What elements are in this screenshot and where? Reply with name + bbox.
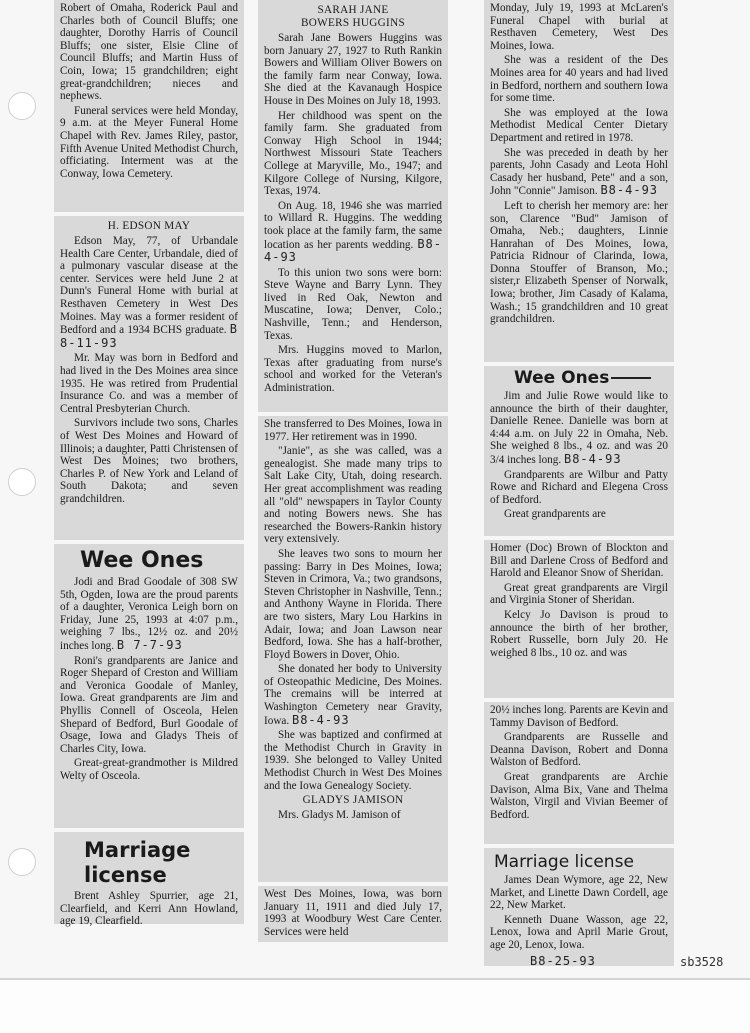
obituary-text: Mrs. Huggins moved to Marlon, Texas after graduating from nurse's school and worked for the Veteran's Administration. bbox=[264, 344, 442, 395]
page-number: sb3528 bbox=[680, 955, 724, 969]
handwritten-date: B8-4-93 bbox=[291, 712, 350, 727]
obituary-text: Mrs. Gladys M. Jamison of bbox=[278, 809, 401, 822]
handwritten-date: B8-4-93 bbox=[264, 236, 443, 265]
obituary-text: Survivors include two sons, Charles of West Des Moines and Howard of Illinois; a daughter, Patti Christensen of West Des Moines; two brothers, Charles P. of New York and Leland of South Dakota; and seven grandchildren. bbox=[60, 417, 238, 505]
wee-ones-heading: Wee Ones bbox=[514, 368, 668, 388]
obituary-text: She was employed at the Iowa Methodist Medical Center Dietary Department and retired in 1978. bbox=[490, 106, 668, 144]
birth-announcement-text: Jodi and Brad Goodale of 308 SW 5th, Ogden, Iowa are the proud parents of a daughter, Veronica Leigh born on Friday, June 25, 1993 at 4:07 p.m., weighing 7 lbs., 12½ oz. and 20½ inches long. B 7-7-93 bbox=[60, 576, 238, 652]
marriage-license-text: Brent Ashley Spurrier, age 21, Clearfield, and Kerri Ann Howland, age 19, Clearfield. bbox=[60, 890, 238, 928]
huggins-obituary-continued bbox=[258, 416, 448, 882]
obituary-text: To this union two sons were born: Steve Wayne and Barry Lynn. They lived in Red Oak, Newton and Muscatine, Iowa; Denver, Colo.; Nashville, Tenn.; and Henderson, Texas. bbox=[264, 266, 442, 342]
obituary-text: Edson May, 77, of Urbandale Health Care Center, Urbandale, died of a pulmonary vascular disease at the center. Services were held June 2 at Dunn's Funeral Home with burial at Resthaven Cemetery in West Des Moines. May was a former resident of Bedford and a 1934 BCHS graduate. B 8-11-93 bbox=[60, 235, 239, 350]
may-obituary-clipping bbox=[54, 216, 244, 540]
obituary-text: She was preceded in death by her parents, John Casady and Leota Hohl Casady her husband, Pete" and a son, John "Connie" Jamison. B8-4-93 bbox=[490, 146, 668, 198]
handwritten-date: B8-4-93 bbox=[600, 183, 659, 198]
obituary-text: She was baptized and confirmed at the Methodist Church in Gravity in 1939. She belonged to Valley United Methodist Church in West Des Moines and the Iowa Genealogy Society. bbox=[264, 729, 442, 792]
jamison-obituary-continued bbox=[484, 0, 674, 362]
handwritten-date: B 7-7-93 bbox=[116, 637, 183, 652]
birth-announcement-text: Homer (Doc) Brown of Blockton and Bill and Darlene Cross of Bedford and Harold and Eleanor Snow of Sheridan. bbox=[490, 542, 668, 580]
jamison-obituary-clipping bbox=[258, 886, 448, 942]
binder-hole bbox=[8, 468, 36, 496]
column-right bbox=[484, 0, 674, 970]
birth-announcement-text: Jim and Julie Rowe would like to announce the birth of their daughter, Danielle Renee. Danielle was born at 4:44 a.m. on July 22 in Omaha, Neb. She weighed 8 lbs., 4 oz. and was 20 3/4 inches long. B8-4-93 bbox=[490, 390, 668, 466]
birth-announcement-text: Kelcy Jo Davison is proud to announce the birth of her brother, Robert Russelle, born July 20. He weighed 8 lbs., 10 oz. and was bbox=[490, 608, 668, 659]
birth-announcement-text: Grandparents are Wilbur and Patty Rowe and Richard and Elegena Cross of Bedford. bbox=[490, 468, 668, 506]
handwritten-date: B 8-11-93 bbox=[60, 322, 239, 350]
marriage-license-clipping bbox=[484, 848, 674, 966]
birth-announcement-text: Roni's grandparents are Janice and Roger Shepard of Creston and William and Veronica Goodale of Manley, Iowa. Great grandparents are Jim and Phyllis Connell of Osceola, Helen Shepard of Bedford, Burl Goodale of Osage, Iowa and Gladys Theis of Charles City, Iowa. bbox=[60, 654, 238, 755]
wee-ones-heading: Wee Ones bbox=[80, 548, 204, 573]
birth-announcement-text: Great grandparents are Archie Davison, Alma Bix, Vane and Thelma Walston, Virgil and Vivian Beemer of Bedford. bbox=[490, 770, 668, 821]
obituary-text: Her childhood was spent on the family farm. She graduated from Conway High School in 1944; Northwest Missouri State Teachers College at Maryville, Mo., 1947; and Kilgore College of Nursing, Kilgore, Texas, 1974. bbox=[264, 109, 442, 198]
wee-ones-continued bbox=[484, 540, 674, 698]
marriage-license-heading: Marriage license bbox=[84, 838, 191, 887]
birth-announcement-text: Great great grandparents are Virgil and Virginia Stoner of Sheridan. bbox=[490, 581, 668, 607]
column-middle bbox=[258, 0, 448, 946]
obituary-text: Mr. May was born in Bedford and had lived in the Des Moines area since 1935. He was retired from Prudential Insurance Co. and was a member of Central Presbyterian Church. bbox=[60, 352, 238, 415]
binder-hole bbox=[8, 92, 36, 120]
obituary-heading: GLADYS JAMISON bbox=[302, 794, 404, 807]
obituary-heading: H. EDSON MAY bbox=[107, 220, 191, 232]
obituary-text: Sarah Jane Bowers Huggins was born January 27, 1927 to Ruth Rankin Bowers and William Oliver Bowers on the family farm near Conway, Iowa. She died at the Kavanaugh Hospice House in Des Moines on July 18, 1993. bbox=[264, 32, 442, 107]
obituary-text: On Aug. 18, 1946 she was married to Willard R. Huggins. The wedding took place at the family farm, the same location as her parents wedding. B8-4-93 bbox=[264, 199, 443, 265]
handwritten-date: B8-4-93 bbox=[563, 451, 622, 466]
wee-ones-clipping bbox=[484, 366, 674, 536]
obituary-text: She leaves two sons to mourn her passing: Barry in Des Moines, Iowa; Steven in Crimora, Va.; two grandsons, Steven Christopher in Nashville, Tenn.; and Anthony Wayne in Florida. There are two sisters, Mary Lou Harkins in Adair, Iowa; and Joan Lawson near Bedford, Iowa. She has a half-brother, Floyd Bowers in Dover, Ohio. bbox=[264, 547, 442, 661]
obituary-text: West Des Moines, Iowa, was born January 11, 1911 and died July 17, 1993 at Woodbury West Care Center. Services were held bbox=[264, 888, 442, 938]
obituary-text: Monday, July 19, 1993 at McLaren's Funeral Chapel with burial at Resthaven Cemetery, West Des Moines, Iowa. bbox=[490, 2, 668, 52]
obituary-text: She donated her body to University of Osteopathic Medicine, Des Moines. The cremains will be interred at Washington Cemetery near Gravity, Iowa. B8-4-93 bbox=[264, 663, 442, 727]
obituary-heading: BOWERS HUGGINS bbox=[301, 17, 405, 29]
wee-ones-clipping bbox=[54, 544, 244, 828]
birth-announcement-text: Great-great-grandmother is Mildred Welty of Osceola. bbox=[60, 757, 238, 782]
binder-hole bbox=[8, 848, 36, 876]
obituary-text: Left to cherish her memory are: her son, Clarence "Bud" Jamison of Omaha, Neb.; daughters, Linnie Hanrahan of Des Moines, Iowa, Patricia Ridnour of Clarinda, Iowa, Donna Stouffer of Branson, Mo.; sister,r Elizabeth Spenser of Norwalk, Iowa; brother, Jim Casady of Kalama, Wash.; 15 grandchildren and 10 great grandchildren. bbox=[490, 199, 668, 326]
obituary-text: "Janie", as she was called, was a genealogist. She made many trips to Salt Lake City, Utah, doing research. Her great accomplishment was reading all "old" newspapers in Taylor County and noting Bowers news. She has researched the Bowers-Rankin history very extensively. bbox=[264, 445, 442, 546]
davison-birth-continued bbox=[484, 702, 674, 844]
obituary-continuation-clipping bbox=[54, 0, 244, 212]
birth-announcement-text: 20½ inches long. Parents are Kevin and Tammy Davison of Bedford. bbox=[490, 704, 668, 729]
column-left bbox=[54, 0, 244, 928]
huggins-obituary-clipping bbox=[258, 0, 448, 412]
handwritten-date: B8-25-93 bbox=[530, 953, 596, 968]
marriage-license-text: James Dean Wymore, age 22, New Market, and Linette Dawn Cordell, age 22, New Market. bbox=[490, 874, 668, 912]
marriage-license-text: Kenneth Duane Wasson, age 22, Lenox, Iowa and April Marie Grout, age 20, Lenox, Iowa. bbox=[490, 913, 668, 951]
marriage-license-heading: Marriage license bbox=[494, 852, 634, 872]
birth-announcement-text: Grandparents are Russelle and Deanna Davison, Robert and Donna Walston of Bedford. bbox=[490, 731, 668, 769]
obituary-text: She transferred to Des Moines, Iowa in 1977. Her retirement was in 1990. bbox=[264, 418, 442, 443]
birth-announcement-text: Great grandparents are bbox=[504, 508, 606, 521]
obituary-text: She was a resident of the Des Moines area for 40 years and had lived in Bedford, northern and southern Iowa for some time. bbox=[490, 54, 668, 105]
marriage-license-clipping bbox=[54, 832, 244, 928]
obituary-text: Robert of Omaha, Roderick Paul and Charles both of Council Bluffs; one daughter, Dorothy Harris of Council Bluffs; one sister, Elsie Cline of Council Bluffs; and Martin Huss of Coin, Iowa; 15 grandchildren; eight great-grandchildren; nieces and nephews. bbox=[60, 2, 238, 103]
obituary-heading: SARAH JANE bbox=[317, 4, 389, 16]
obituary-text: Funeral services were held Monday, 9 a.m. at the Meyer Funeral Home Chapel with Rev. James Riley, pastor, Fifth Avenue United Methodist Church, officiating. Interment was at the Conway, Iowa Cemetery. bbox=[60, 104, 238, 180]
